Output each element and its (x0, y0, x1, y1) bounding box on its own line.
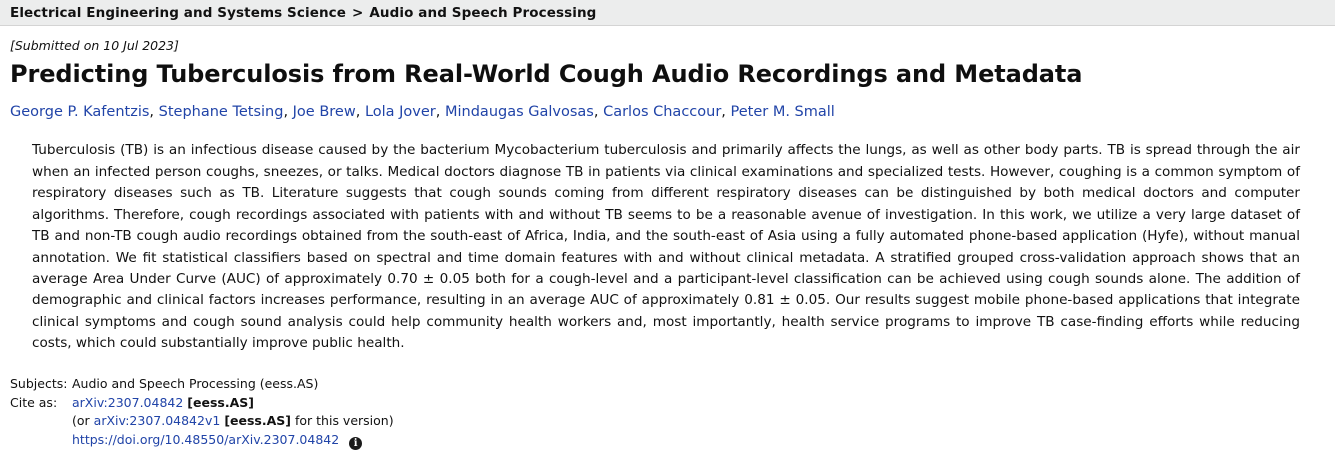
subjects-label: Subjects: (10, 375, 68, 391)
version-row (72, 412, 1323, 431)
author-link[interactable]: Carlos Chaccour (603, 103, 722, 120)
author-link[interactable]: Mindaugas Galvosas (445, 103, 594, 120)
paper-metadata (10, 375, 1323, 450)
cite-label: Cite as: (10, 394, 58, 410)
doi-row (72, 431, 1323, 450)
author-link[interactable]: Stephane Tetsing (158, 103, 284, 120)
author-link[interactable]: Peter M. Small (730, 103, 835, 120)
author-link[interactable]: George P. Kafentzis (10, 103, 150, 120)
author-link[interactable]: Lola Jover (364, 103, 436, 120)
cite-value (72, 394, 254, 413)
subjects-row (10, 375, 1323, 394)
primary-class-tag: [eess.AS] (187, 394, 254, 410)
page-title: Predicting Tuberculosis from Real-World Cough Audio Recordings and Metadata (10, 60, 1083, 88)
info-icon[interactable]: i (349, 437, 362, 450)
author-link[interactable]: Joe Brew (292, 103, 356, 120)
breadcrumb (0, 0, 1335, 26)
author-list: George P. Kafentzis, Stephane Tetsing, Joe Brew, Lola Jover, Mindaugas Galvosas, Carlos Chaccour, Peter M. Small (10, 103, 835, 120)
version-value (72, 412, 394, 431)
arxiv-id-link[interactable]: arXiv:2307.04842 (72, 394, 184, 410)
breadcrumb-separator-icon: > (352, 4, 364, 21)
doi-link[interactable]: https://doi.org/10.48550/arXiv.2307.04842 (72, 432, 340, 448)
submission-date: [Submitted on 10 Jul 2023] (10, 38, 179, 53)
doi-value (72, 431, 362, 450)
paper-content (0, 26, 1335, 450)
version-class-tag: [eess.AS] (224, 413, 291, 429)
version-prefix: (or (72, 413, 90, 429)
arxiv-version-link[interactable]: arXiv:2307.04842v1 (93, 413, 221, 429)
breadcrumb-parent[interactable]: Electrical Engineering and Systems Science (10, 4, 347, 21)
version-suffix: for this version) (294, 413, 394, 429)
cite-row (10, 394, 1323, 413)
subjects-value: Audio and Speech Processing (eess.AS) (72, 375, 319, 391)
abstract-text: Tuberculosis (TB) is an infectious disease caused by the bacterium Mycobacterium tuberculosis and primarily affects the lungs, as well as other body parts. TB is spread through the air when an infected person coughs, sneezes, or talks. Medical doctors diagnose TB in patients via clinical examinations and specialized tests. However, coughing is a common symptom of respiratory diseases such as TB. Literature suggests that cough sounds coming from different respiratory diseases can be distinguished by both medical doctors and computer algorithms. Therefore, cough recordings associated with patients with and without TB seems to be a reasonable avenue of investigation. In this work, we utilize a very large dataset of TB and non-TB cough audio recordings obtained from the south-east of Africa, India, and the south-east of Asia using a fully automated phone-based application (Hyfe), without manual annotation. We fit statistical classifiers based on spectral and time domain features with and without clinical metadata. A stratified grouped cross-validation approach shows that an average Area Under Curve (AUC) of approximately 0.70 ± 0.05 both for a cough-level and a participant-level classification can be achieved using cough sounds alone. The addition of demographic and clinical factors increases performance, resulting in an average AUC of approximately 0.81 ± 0.05. Our results suggest mobile phone-based applications that integrate clinical symptoms and cough sound analysis could help community health workers and, most importantly, health service programs to improve TB case-finding efforts while reducing costs, which could substantially improve public health. (32, 142, 1300, 352)
breadcrumb-current[interactable]: Audio and Speech Processing (369, 4, 597, 21)
